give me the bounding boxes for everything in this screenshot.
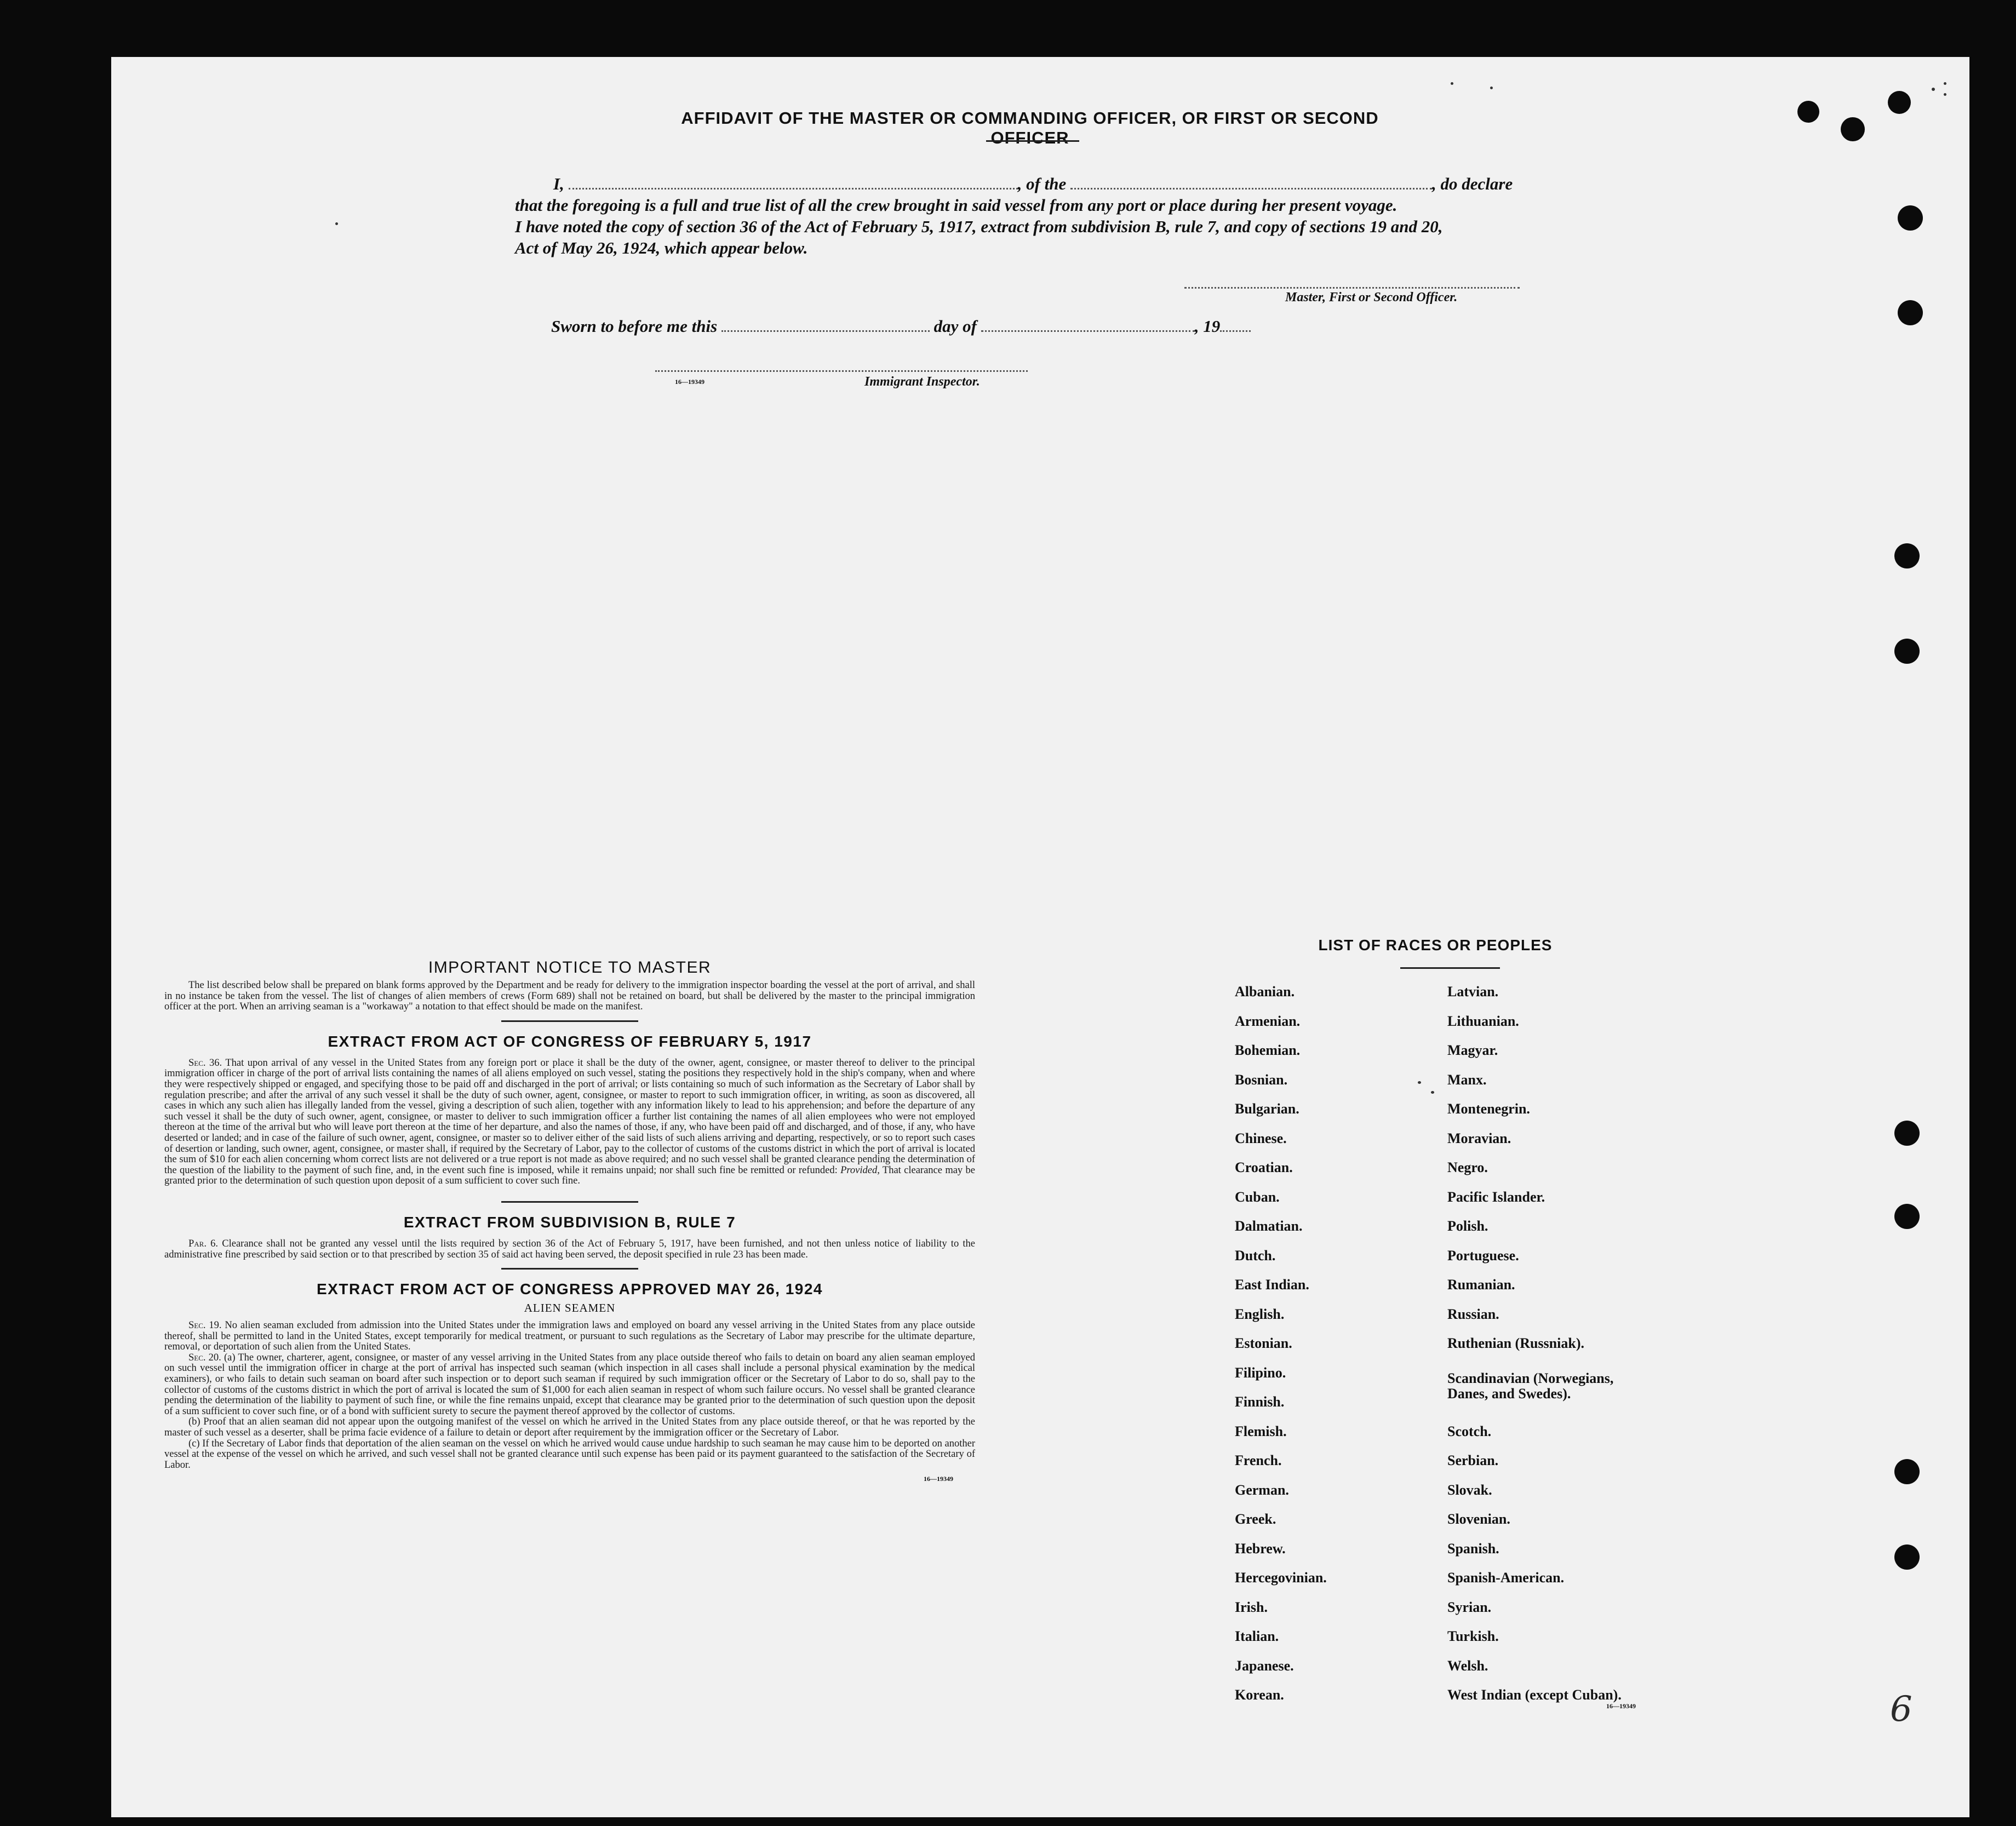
sec-20-label: Sec. 20. [188,1352,221,1363]
handwritten-page-number: 6 [1890,1689,1912,1730]
race-item: Polish. [1447,1218,1488,1234]
race-item: Portuguese. [1447,1247,1519,1264]
name-blank[interactable] [569,187,1018,190]
declaration-line-3: I have noted the copy of section 36 of the Act of February 5, 1917, extract from subdivision B, rule 7, and copy of sections 19 and 20, [515,217,1443,236]
binder-hole [1894,639,1920,664]
race-item: Ruthenian (Russniak). [1447,1335,1584,1351]
scan-speck [1451,82,1453,85]
race-item: Flemish. [1235,1423,1287,1439]
scan-speck [1944,82,1946,85]
sworn-day-of: day of [933,317,977,336]
sworn-line [551,314,1581,338]
races-right-column [1447,984,1754,1717]
race-item: Bosnian. [1235,1071,1288,1088]
title-rule [986,140,1079,142]
race-item: Slovak. [1447,1482,1492,1498]
sworn-day-blank[interactable] [721,330,930,332]
declaration-of: , of the [1017,174,1067,193]
sworn-year: , 19 [1194,317,1221,336]
sworn-year-blank[interactable] [1220,330,1251,332]
binder-hole [1841,117,1865,141]
act-1917-text-end: That clearance may be granted prior to the determination of such question upon deposit of a sum sufficient to cover such fine. [164,1164,976,1187]
vessel-blank[interactable] [1070,187,1432,190]
race-item: German. [1235,1482,1289,1498]
race-item: Welsh. [1447,1657,1488,1674]
race-item: Hercegovinian. [1235,1570,1327,1586]
sec-20c-body: (c) If the Secretary of Labor finds that deportation of the alien seaman on the vessel on which he arrived would cause undue hardship to such seaman he may cause him to be deported on another vessel at the expense of the vessel on which he arrived, and such vessel shall not be granted clearance until such expense has been paid or its payment guaranteed to the satisfaction of the Secretary of Labor. [164,1438,975,1471]
race-item: Syrian. [1447,1599,1492,1615]
race-item: Slovenian. [1447,1511,1510,1527]
race-item: Italian. [1235,1628,1279,1644]
race-item: Albanian. [1235,984,1295,1000]
race-item: Latvian. [1447,984,1499,1000]
act-1917-provided: Provided, [840,1164,880,1176]
race-item: Bohemian. [1235,1042,1301,1058]
race-item: Hebrew. [1235,1540,1286,1557]
race-item: Negro. [1447,1159,1488,1175]
notice-body: The list described below shall be prepared on blank forms approved by the Department and be ready for delivery to the immigration inspector boarding the vessel at the port of arrival, and shall in no instance be taken from the vessel. The list of changes of alien members of crews (Form 689) shall not be retained on board, but shall be delivered by the master to the principal immigration officer at the port. When an arriving seaman is a "workaway" a notation to that effect should be made on the manifest. [164,980,975,1013]
rule-7-body [164,1239,975,1260]
race-item: Rumanian. [1447,1277,1515,1293]
binder-hole [1898,205,1923,231]
race-item: Chinese. [1235,1130,1287,1146]
scan-speck [1944,93,1946,96]
race-item: Filipino. [1235,1364,1286,1381]
race-item: Japanese. [1235,1657,1294,1674]
notices-form-number: 16—19349 [924,1475,953,1483]
binder-hole [1894,1544,1920,1570]
affidavit-form-number: 16—19349 [675,378,705,386]
binder-hole [1894,1121,1920,1146]
act-1917-title: EXTRACT FROM ACT OF CONGRESS OF FEBRUARY 5, 1917 [328,1032,812,1050]
act-1917-sec-label: Sec. 36. [188,1057,222,1069]
sec-19-body [164,1320,975,1353]
scan-speck [335,222,338,225]
master-signature-label: Master, First or Second Officer. [1285,290,1458,305]
races-title: LIST OF RACES OR PEOPLES [1318,937,1553,954]
race-item: Lithuanian. [1447,1013,1519,1029]
sec-20b-body: (b) Proof that an alien seaman did not appear upon the outgoing manifest of the vessel on which he arrived in the United States from any place outside thereof, or that he was reported by the master of such vessel as a deserter, shall be prima facie evidence of a failure to detain or deport after requirement by the immigration officer or the Secretary of Labor. [164,1416,975,1439]
race-item: Estonian. [1235,1335,1292,1351]
race-item: Turkish. [1447,1628,1499,1644]
race-item: Croatian. [1235,1159,1293,1175]
race-item: Serbian. [1447,1452,1499,1468]
race-item: West Indian (except Cuban). [1447,1687,1622,1703]
rule-7-title: EXTRACT FROM SUBDIVISION B, RULE 7 [403,1213,736,1231]
race-item: Korean. [1235,1687,1284,1703]
race-item: Russian. [1447,1306,1499,1322]
scan-speck [1490,87,1493,89]
race-item: Dalmatian. [1235,1218,1303,1234]
race-item: Dutch. [1235,1247,1276,1264]
notice-title: IMPORTANT NOTICE TO MASTER [428,958,712,977]
race-item: Spanish-American. [1447,1570,1565,1586]
sec-20a-text: (a) The owner, charterer, agent, consignee, or master of any vessel arriving in the United States from any place outside thereof who fails to detain on board any alien seaman employed on such vessel until the immigration officer in charge at the port of arrival has inspected such seaman (which inspection in all cases shall include a personal physical examination by the medical examiners), or who fails to detain such seaman on board after such inspection or to deport such seaman if required by such immigration officer or the Secretary of Labor to do so, shall pay to the collector of customs of the customs district in which the port of arrival is located the sum of $1,000 for each alien seaman in respect of whom such failure occurs. No vessel shall be granted clearance pending the determination of the liability to payment of such fine, or while the fine remains unpaid, except that clearance may be granted prior to the determination of such question upon the deposit of a sum sufficient to cover such fine, or of a bond with sufficient surety to secure the payment thereof approved by the collector of customs. [164,1352,976,1417]
declaration-i: I, [553,174,564,193]
binder-hole [1888,91,1911,114]
race-item: French. [1235,1452,1282,1468]
race-item: Bulgarian. [1235,1101,1299,1117]
race-item: Finnish. [1235,1394,1285,1410]
race-item: Manx. [1447,1071,1487,1088]
sec-20a-body [164,1353,975,1417]
affidavit-title: AFFIDAVIT OF THE MASTER OR COMMANDING OFFICER, OR FIRST OR SECOND OFFICER [681,108,1379,147]
scan-speck [1932,88,1935,91]
legal-notices [164,958,975,1483]
binder-hole [1894,543,1920,569]
sec-19-label: Sec. 19. [188,1320,222,1331]
binder-hole [1898,300,1923,325]
act-1924-title: EXTRACT FROM ACT OF CONGRESS APPROVED MAY 26, 1924 [317,1281,823,1298]
race-item: Armenian. [1235,1013,1301,1029]
inspector-signature-label: Immigrant Inspector. [864,375,980,389]
race-item: Cuban. [1235,1188,1280,1205]
binder-hole [1894,1204,1920,1229]
race-item: Irish. [1235,1599,1268,1615]
race-item: Scandinavian (Norwegians, Danes, and Swedes). [1447,1370,1614,1402]
sec-19-text: No alien seaman excluded from admission into the United States under the immigration laws and employed on board any vessel arriving in the United States from any place outside thereof, shall be permitted to land in the United States, except temporarily for medical treatment, or pursuant to such regulations as the Secretary of Labor may prescribe for the ultimate departure, removal, or deportation of such alien from the United States. [164,1320,976,1353]
section-divider [501,1201,638,1203]
race-item: Magyar. [1447,1042,1498,1058]
rule-7-par-label: Par. 6. [188,1238,219,1249]
race-item: Spanish. [1447,1540,1499,1557]
binder-hole [1894,1459,1920,1484]
declaration-line-4: Act of May 26, 1924, which appear below. [515,238,808,257]
act-1924-subtitle: ALIEN SEAMEN [524,1301,616,1315]
declaration-line-2: that the foregoing is a full and true list of all the crew brought in said vessel from any port or place during her present voyage. [515,196,1398,215]
race-item: Montenegrin. [1447,1101,1530,1117]
sworn-month-blank[interactable] [981,330,1195,332]
declaration-line-1 [515,172,1545,196]
act-1917-body [164,1058,975,1187]
races-form-number: 16—19349 [1606,1702,1636,1710]
race-item: Greek. [1235,1511,1276,1527]
rule-7-text: Clearance shall not be granted any vessel until the lists required by section 36 of the Act of February 5, 1917, have been furnished, and not then unless notice of liability to the administrative fine prescribed by said section or to that prescribed by section 35 of said act having been served, the deposit specified in rule 23 has been made. [164,1238,975,1260]
race-item: English. [1235,1306,1285,1322]
race-item: East Indian. [1235,1277,1309,1293]
races-title-rule [1400,967,1500,969]
section-divider [501,1268,638,1270]
race-item: Scotch. [1447,1423,1492,1439]
declaration-declare: , do declare [1432,174,1513,193]
section-divider [501,1020,638,1022]
act-1917-text: That upon arrival of any vessel in the United States from any foreign port or place it shall be the duty of the owner, agent, consignee, or master thereof to deliver to the principal immigration officer in charge of the port of arrival lists containing the names of all aliens employed on such vessel, stating the positions they respectively hold in the ship's company, when and where they were respectively shipped or engaged, and specifying those to be paid off and discharged in the port of arrival; or lists containing so much of such information as the Secretary of Labor shall by regulation prescribe; and after the arrival of any such vessel it shall be the duty of such owner, agent, consignee, or master to report to such immigration officer, in writing, as soon as discovered, all cases in which any such alien has illegally landed from the vessel, giving a description of such alien, together with any information likely to lead to his apprehension; and before the departure of any such vessel it shall be the duty of such owner, agent, consignee, or master to deliver to such immigration officer a further list containing the names of all alien employees who were not employed thereon at the time of the arrival but who will leave port thereon at the time of her departure, and also the names of those, if any, who have been paid off and discharged, and of those, if any, who have deserted or landed; and in case of the failure of such owner, agent, consignee, or master so to deliver either of the said lists of such aliens arriving and departing, respectively, or so to report such cases of desertion or landing, such owner, agent, consignee, or master shall, if required by the Secretary of Labor, pay to the collector of customs of the customs district in which the port of arrival is located the sum of $10 for each alien concerning whom correct lists are not delivered or a true report is not made as above required; and no such vessel shall be granted clearance pending the determination of the question of the liability to the payment of such fine, and, in the event such fine is imposed, while it remains unpaid; nor shall such fine be remitted or refunded: [164,1057,975,1176]
sworn-text: Sworn to before me this [551,317,718,336]
binder-hole [1797,101,1819,123]
inspector-signature-blank[interactable] [655,370,1028,372]
master-signature-blank[interactable] [1184,287,1520,289]
race-item: Pacific Islander. [1447,1188,1545,1205]
race-item: Moravian. [1447,1130,1511,1146]
